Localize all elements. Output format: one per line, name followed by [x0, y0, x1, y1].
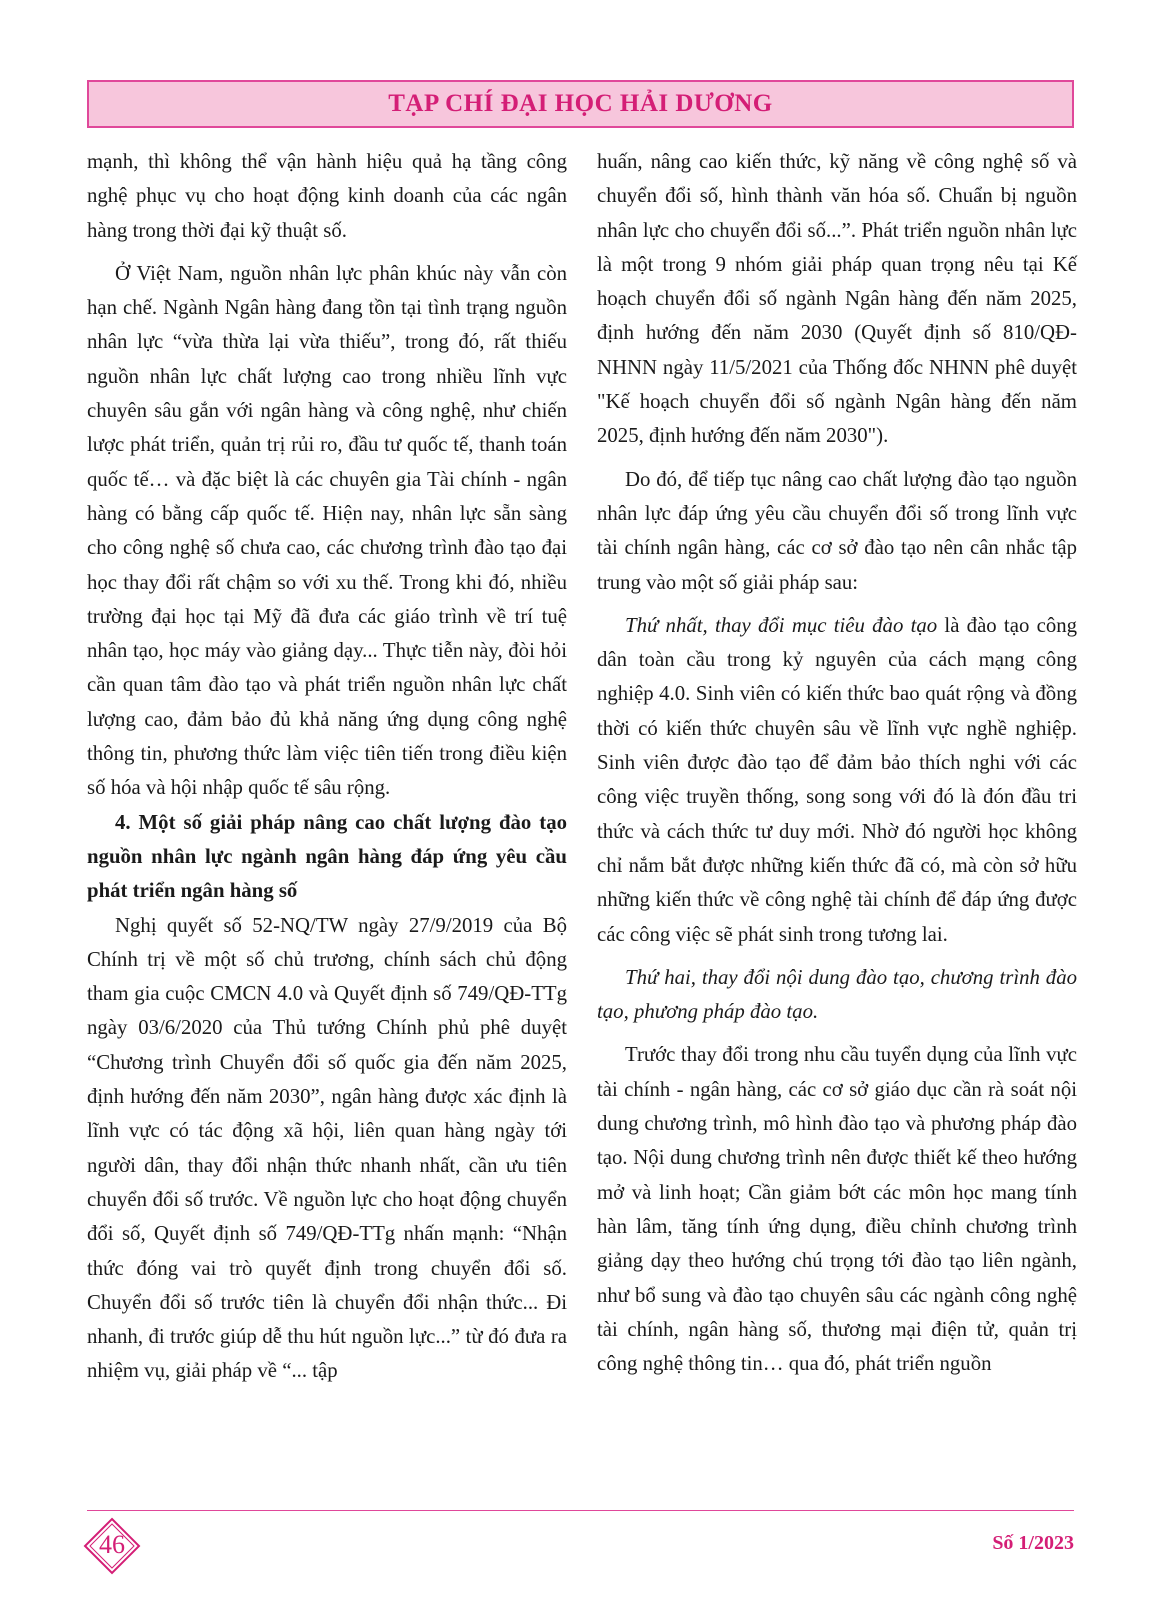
emphasis-text: Thứ nhất, thay đổi mục tiêu đào tạo	[625, 613, 938, 637]
journal-title: TẠP CHÍ ĐẠI HỌC HẢI DƯƠNG	[388, 90, 773, 117]
paragraph: huấn, nâng cao kiến thức, kỹ năng về công nghệ số và chuyển đổi số, hình thành văn hóa số. Chuẩn bị nguồn nhân lực cho chuyển đổi số...”. Phát triển nguồn nhân lực là một trong 9 nhóm giải pháp quan trọng nêu tại Kế hoạch chuyển đổi số ngành Ngân hàng đến năm 2025, định hướng đến năm 2030 (Quyết định số 810/QĐ-NHNN ngày 11/5/2021 của Thống đốc NHNN phê duyệt "Kế hoạch chuyển đổi số ngành Ngân hàng đến năm 2025, định hướng đến năm 2030").	[597, 150, 1077, 448]
paragraph	[597, 609, 1077, 952]
paragraph: Do đó, để tiếp tục nâng cao chất lượng đào tạo nguồn nhân lực đáp ứng yêu cầu chuyển đổi số trong lĩnh vực tài chính ngân hàng, các cơ sở đào tạo nên cân nhắc tập trung vào một số giải pháp sau:	[597, 467, 1077, 594]
right-column	[597, 145, 1077, 1381]
paragraph: Trước thay đổi trong nhu cầu tuyển dụng của lĩnh vực tài chính - ngân hàng, các cơ sở giáo dục cần rà soát nội dung chương trình, mô hình đào tạo và phương pháp đào tạo. Nội dung chương trình nên được thiết kế theo hướng mở và linh hoạt; Cần giảm bớt các môn học mang tính hàn lâm, tăng tính ứng dụng, điều chỉnh chương trình giảng dạy theo hướng chú trọng tới đào tạo liên ngành, như bổ sung và đào tạo chuyên sâu các ngành công nghệ tài chính, ngân hàng số, thương mại điện tử, quản trị công nghệ thông tin… qua đó, phát triển nguồn	[597, 1043, 1077, 1376]
paragraph: mạnh, thì không thể vận hành hiệu quả hạ tầng công nghệ phục vụ cho hoạt động kinh doanh của các ngân hàng trong thời đại kỹ thuật số.	[87, 150, 567, 242]
issue-number: Số 1/2023	[992, 1532, 1074, 1554]
footer-divider	[87, 1510, 1074, 1511]
page-number: 46	[99, 1530, 125, 1559]
paragraph: Thứ hai, thay đổi nội dung đào tạo, chương trình đào tạo, phương pháp đào tạo.	[597, 965, 1077, 1024]
journal-header	[87, 80, 1074, 128]
paragraph: Nghị quyết số 52-NQ/TW ngày 27/9/2019 của Bộ Chính trị về một số chủ trương, chính sách chủ động tham gia cuộc CMCN 4.0 và Quyết định số 749/QĐ-TTg ngày 03/6/2020 của Thủ tướng Chính phủ phê duyệt “Chương trình Chuyển đổi số quốc gia đến năm 2025, định hướng đến năm 2030”, ngân hàng được xác định là lĩnh vực có tác động xã hội, liên quan hàng ngày tới người dân, thay đổi nhận thức nhanh nhất, cần ưu tiên chuyển đổi số trước. Về nguồn lực cho hoạt động chuyển đổi số, Quyết định số 749/QĐ-TTg nhấn mạnh: “Nhận thức đóng vai trò quyết định trong chuyển đổi số. Chuyển đổi số trước tiên là chuyển đổi nhận thức... Đi nhanh, đi trước giúp dễ thu hút nguồn lực...” từ đó đưa ra nhiệm vụ, giải pháp về “... tập	[87, 913, 567, 1383]
left-column	[87, 145, 567, 1389]
section-heading: 4. Một số giải pháp nâng cao chất lượng đào tạo nguồn nhân lực ngành ngân hàng đáp ứng yêu cầu phát triển ngân hàng số	[87, 810, 567, 903]
paragraph: Ở Việt Nam, nguồn nhân lực phân khúc này vẫn còn hạn chế. Ngành Ngân hàng đang tồn tại tình trạng nguồn nhân lực “vừa thừa lại vừa thiếu”, trong đó, rất thiếu nguồn nhân lực chất lượng cao trong nhiều lĩnh vực chuyên sâu gắn với ngân hàng và công nghệ, như chiến lược phát triển, quản trị rủi ro, đầu tư quốc tế, thanh toán quốc tế… và đặc biệt là các chuyên gia Tài chính - ngân hàng có bằng cấp quốc tế. Hiện nay, nhân lực sẵn sàng cho công nghệ số chưa cao, các chương trình đào tạo đại học thay đổi rất chậm so với xu thế. Trong khi đó, nhiều trường đại học tại Mỹ đã đưa các giáo trình về trí tuệ nhân tạo, học máy vào giảng dạy... Thực tiễn này, đòi hỏi cần quan tâm đào tạo và phát triển nguồn nhân lực chất lượng cao, đảm bảo đủ khả năng ứng dụng công nghệ thông tin, phương thức làm việc tiên tiến trong điều kiện số hóa và hội nhập quốc tế sâu rộng.	[87, 261, 567, 800]
paragraph-text: là đào tạo công dân toàn cầu trong kỷ nguyên của cách mạng công nghiệp 4.0. Sinh viên có kiến thức bao quát rộng và đồng thời có kiến thức chuyên sâu về lĩnh vực nghề nghiệp. Sinh viên được đào tạo để đảm bảo thích nghi với các công việc truyền thống, song song với đó là đón đầu tri thức và cách thức tư duy mới. Nhờ đó người học không chỉ nắm bắt được những kiến thức đã có, mà còn sở hữu những kiến thức về công nghệ tài chính để đáp ứng được các công việc sẽ phát sinh trong tương lai.	[597, 613, 1078, 946]
